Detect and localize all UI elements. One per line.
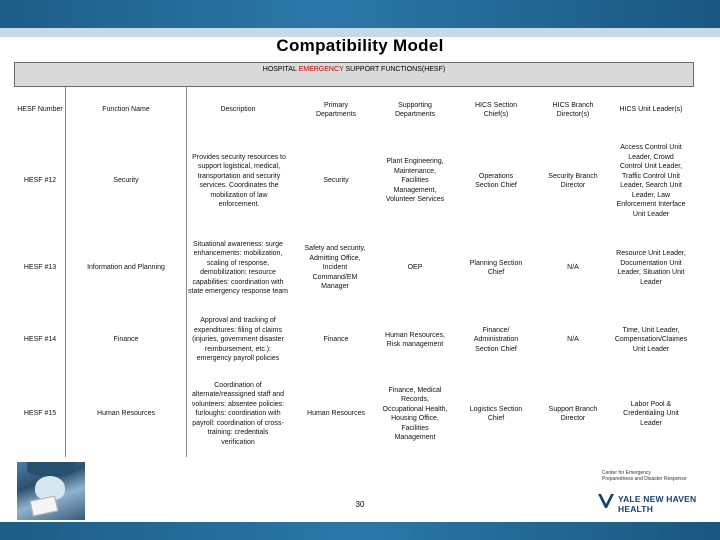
cell-description: Situational awareness: surge enhancements: mobilization, scaling of response, demobilization: resource capabilities: coordination with state emergency response team bbox=[188, 240, 288, 295]
header-section-chief: HICS Section Chief(s) bbox=[474, 101, 518, 118]
cell-hesf-number: HESF #13 bbox=[23, 264, 57, 272]
table-row bbox=[14, 307, 694, 373]
page-number: 30 bbox=[355, 500, 365, 509]
cell-branch-director: N/A bbox=[567, 264, 579, 272]
cell-branch-director: Security Branch Director bbox=[548, 172, 598, 189]
cell-supporting-departments: Human Resources, Risk management bbox=[385, 331, 445, 348]
medical-staff-photo bbox=[17, 462, 85, 520]
cell-branch-director: N/A bbox=[567, 336, 579, 344]
cell-section-chief: Finance/ Administration Section Chief bbox=[473, 326, 519, 353]
banner-emphasis: EMERGENCY bbox=[298, 66, 344, 73]
table-subbar bbox=[14, 77, 694, 87]
cell-function-name: Security bbox=[113, 177, 139, 185]
table-row bbox=[14, 133, 694, 229]
cell-function-name: Information and Planning bbox=[87, 264, 165, 272]
header-function-name: Function Name bbox=[102, 106, 150, 114]
cell-unit-leader: Labor Pool & Credentialing Unit Leader bbox=[623, 400, 679, 427]
cell-hesf-number: HESF #12 bbox=[23, 177, 57, 185]
cell-primary-departments: Finance bbox=[323, 336, 349, 344]
cell-section-chief: Logistics Section Chief bbox=[469, 405, 523, 422]
logo-subtitle-line-2: Preparedness and Disaster Response bbox=[602, 476, 687, 482]
table-row bbox=[14, 231, 694, 305]
cell-function-name: Human Resources bbox=[97, 410, 155, 418]
cell-primary-departments: Security bbox=[323, 177, 349, 185]
logo-wordmark bbox=[604, 494, 696, 514]
header-unit-leader: HICS Unit Leader(s) bbox=[619, 106, 683, 114]
header-branch-director: HICS Branch Director(s) bbox=[552, 101, 594, 118]
table-row bbox=[14, 375, 694, 453]
header-hesf-number: HESF Number bbox=[17, 106, 63, 114]
logo-subtitle-line-1: Center for Emergency bbox=[602, 470, 651, 476]
cell-description: Coordination of alternate/reassigned staff and volunteers: absentee policies: furloughs: coordination with payroll: coordination of cross-training: credentials verification bbox=[191, 381, 285, 446]
cell-hesf-number: HESF #15 bbox=[23, 410, 57, 418]
cell-hesf-number: HESF #14 bbox=[23, 336, 57, 344]
banner-suffix: SUPPORT FUNCTIONS(HESF) bbox=[345, 66, 446, 73]
cell-description: Approval and tracking of expenditures: filing of claims (injuries, government disaster reimbursement, etc.): emergency payroll policies bbox=[192, 317, 284, 363]
header-primary-departments: Primary Departments bbox=[315, 101, 357, 118]
header-description: Description bbox=[220, 106, 256, 114]
surgical-cap-shape bbox=[27, 462, 75, 476]
header-row bbox=[14, 87, 694, 133]
cell-supporting-departments: Finance, Medical Records, Occupational Health, Housing Office, Facilities Management bbox=[382, 386, 448, 441]
cell-primary-departments: Safety and security, Admitting Office, Incident Command/EM Manager bbox=[304, 245, 366, 291]
banner-prefix: HOSPITAL bbox=[262, 66, 297, 73]
ynhh-logo bbox=[596, 470, 708, 518]
cell-function-name: Finance bbox=[113, 336, 139, 344]
slide-title: Compatibility Model bbox=[276, 36, 444, 55]
table-banner bbox=[14, 62, 694, 78]
header-supporting-departments: Supporting Departments bbox=[394, 101, 436, 118]
cell-supporting-departments: OEP bbox=[407, 264, 423, 272]
logo-wordmark-line-1: YALE NEW HAVEN bbox=[618, 494, 697, 504]
logo-wordmark-line-2: HEALTH bbox=[618, 504, 654, 514]
logo-subtitle bbox=[602, 470, 687, 482]
cell-description: Provides security resources to support logistical, medical, transportation and security services. Coordinates the mobilization of law enforcement. bbox=[192, 153, 286, 208]
cell-branch-director: Support Branch Director bbox=[548, 405, 598, 422]
cell-section-chief: Operations Section Chief bbox=[475, 172, 517, 189]
cell-unit-leader: Resource Unit Leader, Documentation Unit Leader, Situation Unit Leader bbox=[616, 250, 686, 286]
cell-section-chief: Planning Section Chief bbox=[469, 259, 523, 276]
cell-primary-departments: Human Resources bbox=[307, 410, 365, 418]
hesf-table bbox=[14, 87, 694, 457]
cell-supporting-departments: Plant Engineering, Maintenance, Facilities Management, Volunteer Services bbox=[385, 158, 445, 204]
cell-unit-leader: Access Control Unit Leader, Crowd Control Unit Leader, Traffic Control Unit Leader, Search Unit Leader, Law Enforcement Interface Unit Leader bbox=[616, 144, 686, 218]
footer-bar bbox=[0, 522, 720, 540]
cell-unit-leader: Time, Unit Leader, Compensation/Claimes Unit Leader bbox=[614, 326, 688, 353]
